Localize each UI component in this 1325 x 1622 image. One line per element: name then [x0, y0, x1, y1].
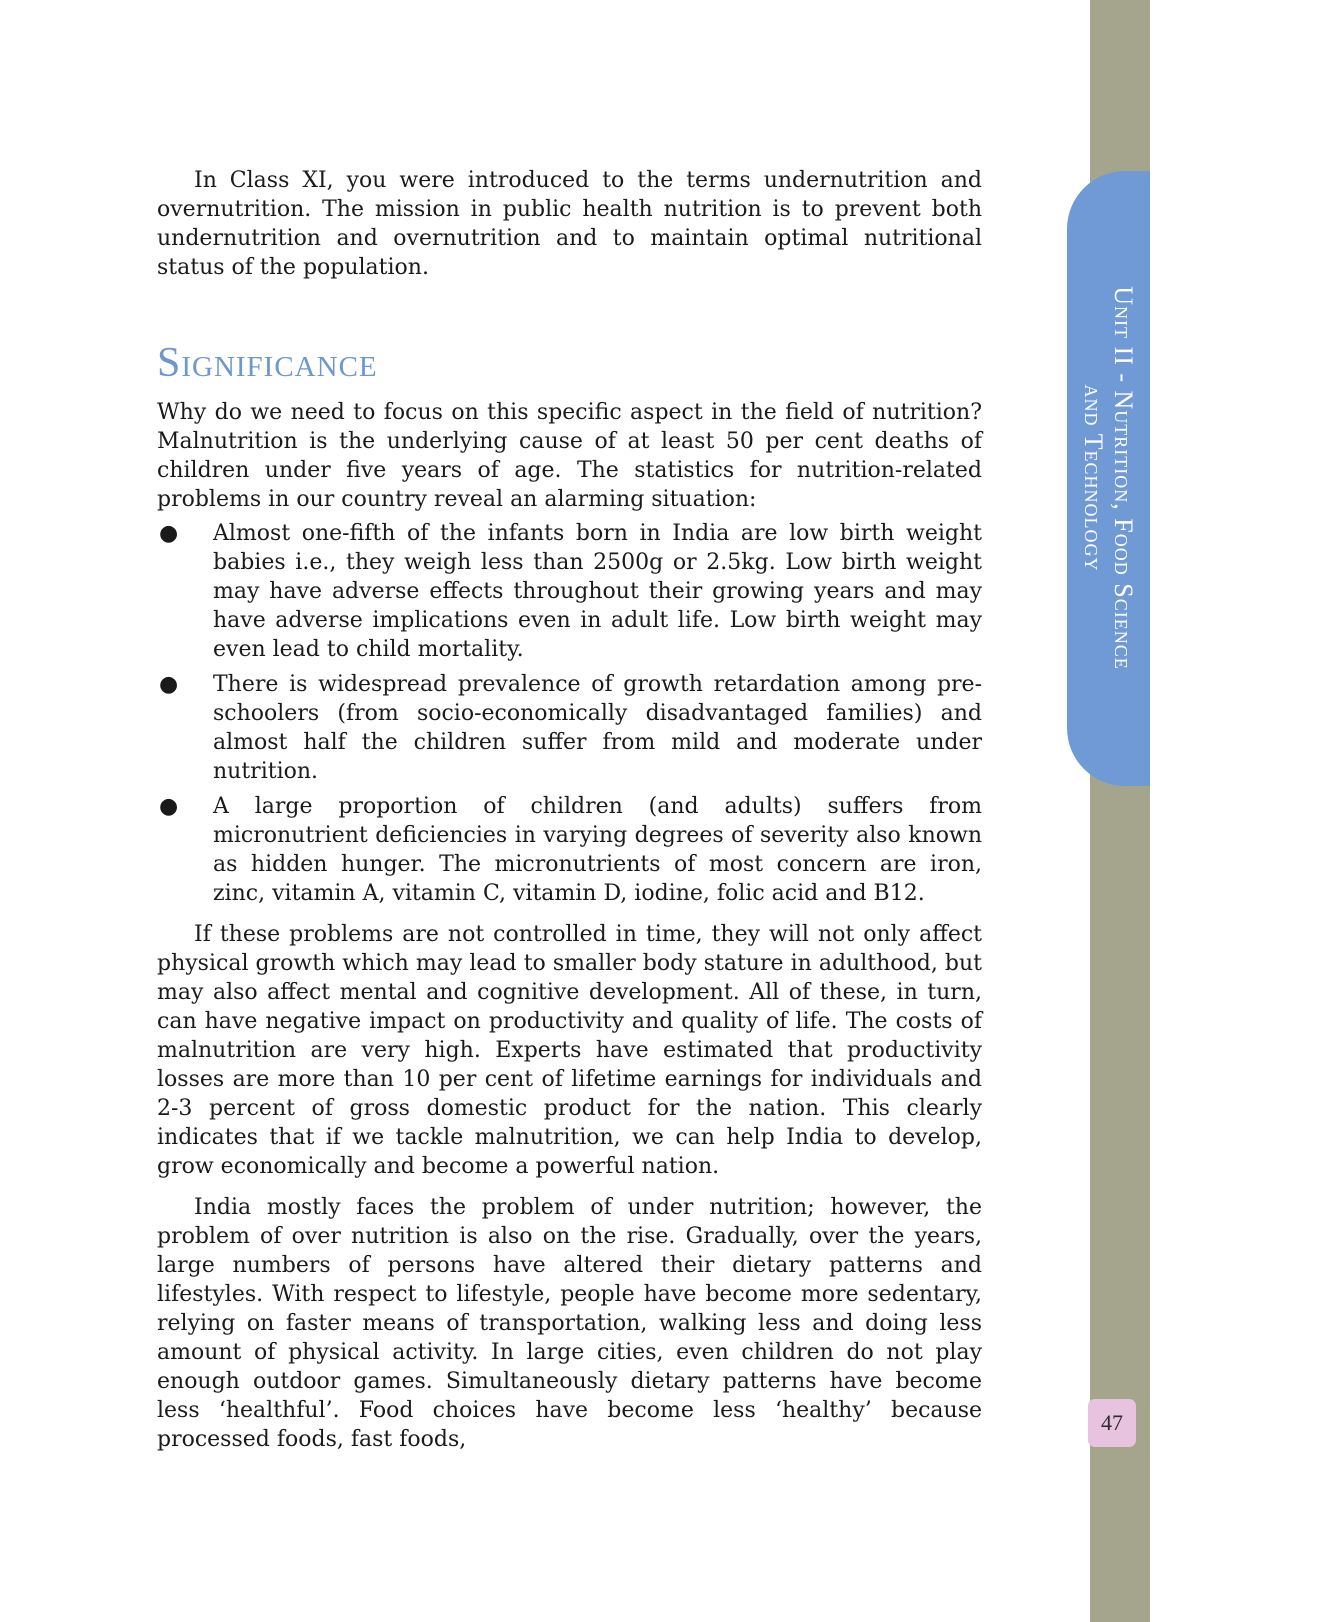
- section-heading: Significance: [157, 340, 378, 386]
- page-number: 47: [1088, 1399, 1136, 1447]
- bullet-dot-icon: ●: [159, 521, 179, 546]
- page-content: [157, 166, 982, 1454]
- bullet-item: [157, 670, 982, 786]
- bullet-dot-icon: ●: [159, 672, 179, 697]
- bullet-list: [157, 519, 982, 908]
- bullet-text: Almost one-fifth of the infants born in India are low birth weight babies i.e., they weigh less than 2500g or 2.5kg. Low birth weight may have adverse effects throughout their growing years and may have adverse implications even in adult life. Low birth weight may even lead to child mortality.: [213, 521, 982, 662]
- unit-title-line1: Unit II - Nutrition, Food Science: [1109, 286, 1138, 670]
- bullet-text: There is widespread prevalence of growth retardation among pre-schoolers (from socio-economically disadvantaged families) and almost half the children suffer from mild and moderate under nutrition.: [213, 672, 982, 784]
- significance-intro-paragraph: Why do we need to focus on this specific aspect in the field of nutrition? Malnutrition is the underlying cause of at least 50 per cent deaths of children under five years of age. The statistics for nutrition-related problems in our country reveal an alarming situation:: [157, 400, 982, 512]
- bullet-item: [157, 792, 982, 908]
- problems-paragraph: If these problems are not controlled in time, they will not only affect physical growth which may lead to smaller body stature in adulthood, but may also affect mental and cognitive development. All of these, in turn, can have negative impact on productivity and quality of life. The costs of malnutrition are very high. Experts have estimated that productivity losses are more than 10 per cent of lifetime earnings for individuals and 2-3 percent of gross domestic product for the nation. This clearly indicates that if we tackle malnutrition, we can help India to develop, grow economically and become a powerful nation.: [157, 922, 982, 1179]
- bullet-item: [157, 519, 982, 664]
- bullet-dot-icon: ●: [159, 794, 179, 819]
- unit-title-line2: and Technology: [1079, 384, 1108, 572]
- unit-title: [1078, 198, 1138, 758]
- bullet-text: A large proportion of children (and adults) suffers from micronutrient deficiencies in varying degrees of severity also known as hidden hunger. The micronutrients of most concern are iron, zinc, vitamin A, vitamin C, vitamin D, iodine, folic acid and B12.: [213, 794, 982, 906]
- india-paragraph: India mostly faces the problem of under nutrition; however, the problem of over nutrition is also on the rise. Gradually, over the years, large numbers of persons have altered their dietary patterns and lifestyles. With respect to lifestyle, people have become more sedentary, relying on faster means of transportation, walking less and doing less amount of physical activity. In large cities, even children do not play enough outdoor games. Simultaneously dietary patterns have become less ‘healthful’. Food choices have become less ‘healthy’ because processed foods, fast foods,: [157, 1195, 982, 1452]
- intro-paragraph: In Class XI, you were introduced to the terms undernutrition and overnutrition. The mission in public health nutrition is to prevent both undernutrition and overnutrition and to maintain optimal nutritional status of the population.: [157, 168, 982, 280]
